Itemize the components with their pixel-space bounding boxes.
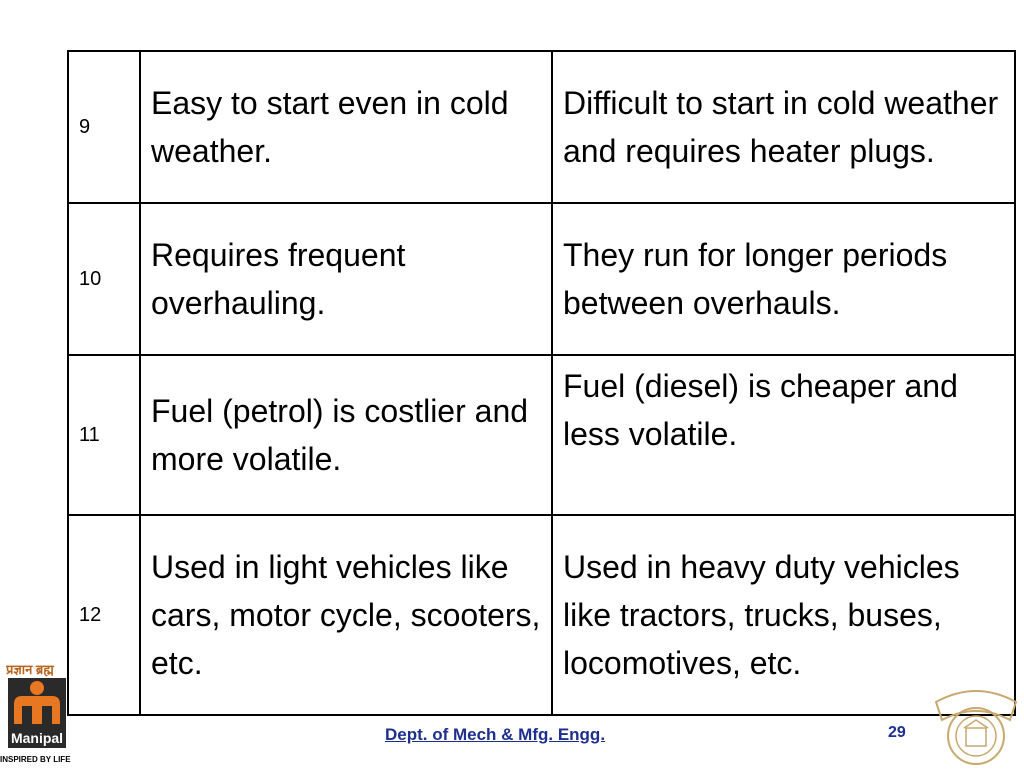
row-number: 12 [68,515,140,715]
table-row [68,355,1015,515]
diesel-engine-cell: Fuel (diesel) is cheaper and less volatile. [552,355,1015,515]
institute-seal-icon [928,686,1024,768]
diesel-engine-cell: Used in heavy duty vehicles like tractors, trucks, buses, locomotives, etc. [552,515,1015,715]
logo-name: Manipal [10,730,64,746]
table-row [68,51,1015,203]
manipal-emblem [8,678,66,748]
department-footer: Dept. of Mech & Mfg. Engg. [385,725,606,744]
row-number: 9 [68,51,140,203]
diesel-engine-cell: They run for longer periods between overhauls. [552,203,1015,355]
table-row [68,515,1015,715]
manipal-mark-icon [8,678,66,730]
institute-seal [928,686,1024,768]
petrol-engine-cell: Easy to start even in cold weather. [140,51,552,203]
page-number: 29 [888,724,906,741]
petrol-engine-cell: Requires frequent overhauling. [140,203,552,355]
logo-script-text: प्रज्ञान ब्रह्म [6,662,54,677]
petrol-engine-cell: Used in light vehicles like cars, motor cycle, scooters, etc. [140,515,552,715]
comparison-table [67,50,1016,716]
table-row [68,203,1015,355]
logo-tagline: INSPIRED BY LIFE [0,755,71,764]
manipal-logo [0,660,70,768]
diesel-engine-cell: Difficult to start in cold weather and requires heater plugs. [552,51,1015,203]
row-number: 10 [68,203,140,355]
petrol-engine-cell: Fuel (petrol) is costlier and more volatile. [140,355,552,515]
row-number: 11 [68,355,140,515]
